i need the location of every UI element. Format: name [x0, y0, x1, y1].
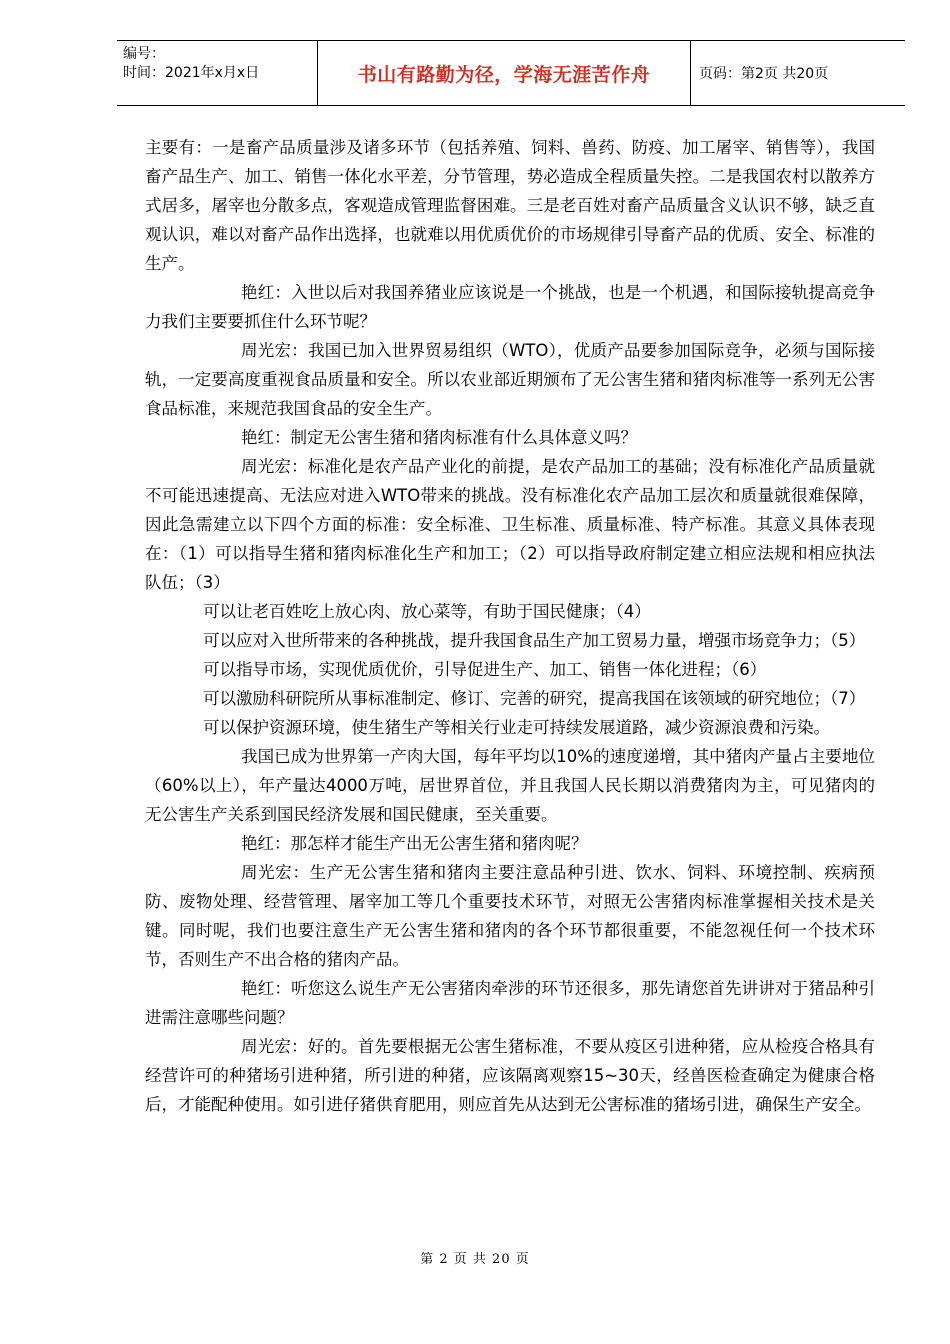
- time-label: 时间：2021年x月x日: [123, 65, 260, 81]
- page-footer: 第 2 页 共 20 页: [420, 1252, 530, 1267]
- paragraph: 周光宏：标准化是农产品产业化的前提，是农产品加工的基础；没有标准化产品质量就不可能迅速提高、无法应对进入WTO带来的挑战。没有标准化农产品加工层次和质量就很难保障，因此急需建立以下四个方面的标准：安全标准、卫生标准、质量标准、特产标准。其意义具体表现在：（1）可以指导生猪和猪肉标准化生产和加工；（2）可以指导政府制定建立相应法规和相应执法队伍；（3）: [145, 457, 875, 592]
- paragraph: 艳红：听您这么说生产无公害猪肉牵涉的环节还很多，那先请您首先讲讲对于猪品种引进需注意哪些问题？: [145, 979, 875, 1027]
- paragraph: 艳红：那怎样才能生产出无公害生猪和猪肉呢？: [241, 834, 588, 853]
- header-page-info: 页码：第2页 共20页: [699, 66, 829, 82]
- paragraph: 主要有：一是畜产品质量涉及诸多环节（包括养殖、饲料、兽药、防疫、加工屠宰、销售等），我国畜产品生产、加工、销售一体化水平差，分节管理，势必造成全程质量失控。二是我国农村以散养方式居多，屠宰也分散多点，客观造成管理监督困难。三是老百姓对畜产品质量含义认识不够，缺乏直观认识，难以对畜产品作出选择，也就难以用优质优价的市场规律引导畜产品的优质、安全、标准的生产。: [145, 138, 875, 273]
- paragraph: 周光宏：我国已加入世界贸易组织（WTO），优质产品要参加国际竞争，必须与国际接轨，一定要高度重视食品质量和安全。所以农业部近期颁布了无公害生猪和猪肉标准等一系列无公害食品标准，来规范我国食品的安全生产。: [145, 341, 875, 418]
- header-meta: [117, 41, 317, 105]
- page-header: [117, 40, 905, 106]
- paragraph: 可以让老百姓吃上放心肉、放心菜等，有助于国民健康；（4）: [203, 602, 651, 621]
- number-label: 编号：: [123, 46, 165, 62]
- paragraph: 可以保护资源环境，使生猪生产等相关行业走可持续发展道路，减少资源浪费和污染。: [203, 718, 830, 737]
- paragraph: 可以激励科研院所从事标准制定、修订、完善的研究，提高我国在该领域的研究地位；（7）: [203, 689, 866, 708]
- header-motto: 书山有路勤为径，学海无涯苦作舟: [317, 41, 691, 105]
- paragraph: 周光宏：生产无公害生猪和猪肉主要注意品种引进、饮水、饲料、环境控制、疾病预防、废物处理、经营管理、屠宰加工等几个重要技术环节，对照无公害猪肉标准掌握相关技术是关键。同时呢，我们也要注意生产无公害生猪和猪肉的各个环节都很重要，不能忽视任何一个技术环节，否则生产不出合格的猪肉产品。: [145, 863, 875, 969]
- paragraph: 可以指导市场，实现优质优价，引导促进生产、加工、销售一体化进程；（6）: [203, 660, 767, 679]
- paragraph: 艳红：入世以后对我国养猪业应该说是一个挑战，也是一个机遇，和国际接轨提高竞争力我们主要要抓住什么环节呢？: [145, 283, 875, 331]
- document-body: [145, 133, 875, 1119]
- paragraph: 周光宏：好的。首先要根据无公害生猪标准，不要从疫区引进种猪，应从检疫合格具有经营许可的种猪场引进种猪，所引进的种猪，应该隔离观察15~30天，经兽医检查确定为健康合格后，才能配种使用。如引进仔猪供育肥用，则应首先从达到无公害标准的猪场引进，确保生产安全。: [145, 1037, 875, 1114]
- paragraph: 可以应对入世所带来的各种挑战，提升我国食品生产加工贸易力量，增强市场竞争力；（5）: [203, 631, 866, 650]
- paragraph: 我国已成为世界第一产肉大国，每年平均以10%的速度递增，其中猪肉产量占主要地位（60%以上），年产量达4000万吨，居世界首位，并且我国人民长期以消费猪肉为主，可见猪肉的无公害生产关系到国民经济发展和国民健康，至关重要。: [145, 747, 875, 824]
- paragraph: 艳红：制定无公害生猪和猪肉标准有什么具体意义吗？: [241, 428, 637, 447]
